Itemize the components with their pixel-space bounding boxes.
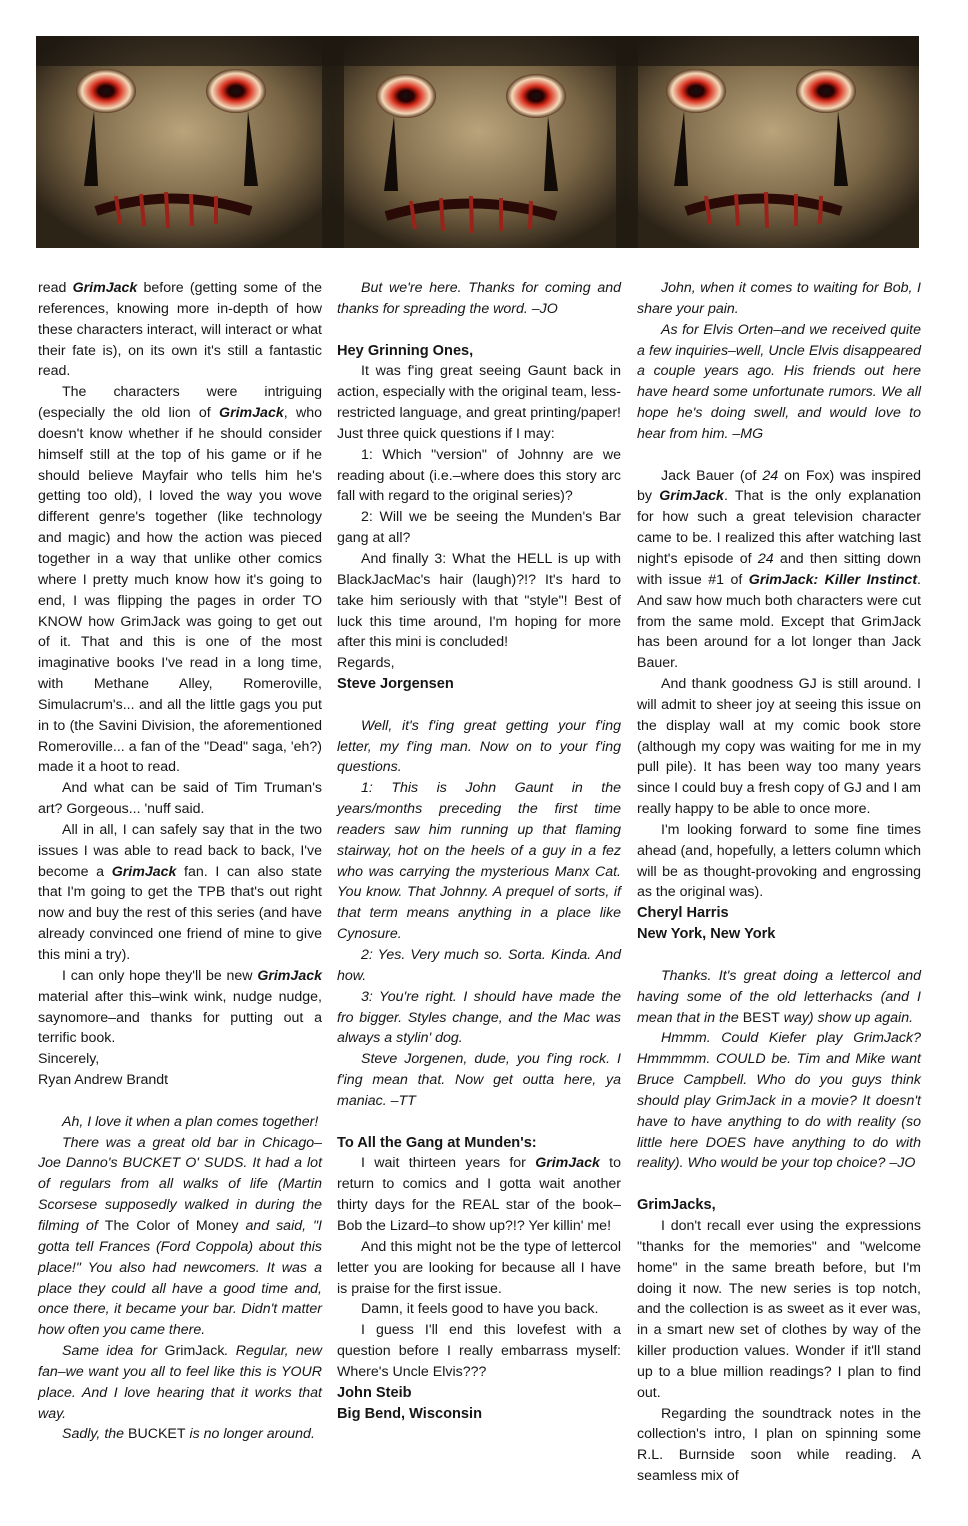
letter-4-paragraph: And thank goodness GJ is still around. I will admit to sheer joy at seeing this issue on the display wall at my comic book store (although my copy was waiting for me in my pull pile). It has been way too many years since I could buy a fresh copy of GJ and I am really happy to be able to once more. xyxy=(637,676,921,818)
editor-reply: Hmmm. Could Kiefer play GrimJack? Hmmmmm. COULD be. Tim and Mike want Bruce Campbell. Who do you guys think should play GrimJack in a movie? It doesn't have to have anything to do with reality (so little here DOES have anything to do with reality). Who would be your top choice? –JO xyxy=(637,1030,921,1172)
letter-signoff: Regards, xyxy=(337,655,395,672)
column-3 xyxy=(637,278,921,1487)
letter-2-paragraph: 2: Will we be seeing the Munden's Bar gang at all? xyxy=(337,509,621,547)
column-2 xyxy=(337,278,621,1424)
letter-signoff: Sincerely, xyxy=(38,1051,100,1068)
letter-1-paragraph: All in all, I can safely say that in the two issues I was able to read back to back, I've become a GrimJack fan. I can also state that I'm going to get the TPB that's out right now and buy the rest of this series (and have already convinced one friend of mine to give this mini a try). xyxy=(38,821,322,963)
letter-1-paragraph: read GrimJack before (getting some of the references, knowing more in-depth of how these characters interact, will interact or what their fate is), on its own it's still a fantastic read. xyxy=(38,280,322,380)
editor-reply: Sadly, the BUCKET is no longer around. xyxy=(62,1426,315,1443)
letter-author: Steve Jorgensen xyxy=(337,676,454,693)
editor-reply: Well, it's f'ing great getting your f'ing letter, my f'ing man. Now on to your f'ing questions. xyxy=(337,717,621,776)
letter-3-paragraph: I wait thirteen years for GrimJack to return to comics and I gotta wait another thirty days for the REAL star of the book–Bob the Lizard–to show up?!? Yer killin' me! xyxy=(337,1155,621,1234)
letter-heading: Hey Grinning Ones, xyxy=(337,342,474,359)
letter-author: John Steib xyxy=(337,1384,412,1401)
editor-reply: 1: This is John Gaunt in the years/months preceding the first time readers saw him running up that flaming stairway, hot on the heels of a guy in a fez who was carrying the mysterious Manx Cat. You know. That Johnny. A prequel of sorts, if that term means anything in a place like Cynosure. xyxy=(337,780,621,943)
letter-author: Ryan Andrew Brandt xyxy=(38,1072,169,1089)
three-stitched-faces-illustration xyxy=(36,36,919,248)
editor-reply: As for Elvis Orten–and we received quite a few inquiries–well, Uncle Elvis disappeared a couple years ago. His friends out here have heard some unfortunate rumors. We all hope he's doing swell, and would love to hear from him. –MG xyxy=(637,321,921,442)
letter-2-paragraph: And finally 3: What the HELL is up with BlackJacMac's hair (laugh)?!? It's hard to take him seriously with that "style"! Best of luck this time around, I'm hoping for more after this mini is concluded! xyxy=(337,550,621,651)
letter-2-paragraph: It was f'ing great seeing Gaunt back in action, especially with the original team, less-restricted language, and great printing/paper! Just three quick questions if I may: xyxy=(337,363,621,442)
letter-2-paragraph: 1: Which "version" of Johnny are we reading about (i.e.–where does this story arc fall with regard to the original series)? xyxy=(337,446,621,505)
editor-reply: 2: Yes. Very much so. Sorta. Kinda. And how. xyxy=(337,947,621,984)
letter-3-paragraph: I guess I'll end this lovefest with a question before I really embarrass myself: Where's Uncle Elvis??? xyxy=(337,1322,621,1380)
banner-illustration xyxy=(36,36,919,248)
column-1 xyxy=(38,278,322,1445)
editor-reply: John, when it comes to waiting for Bob, I share your pain. xyxy=(637,280,921,317)
letter-heading: GrimJacks, xyxy=(637,1197,716,1214)
letter-heading: To All the Gang at Munden's: xyxy=(337,1134,537,1151)
editor-reply: Ah, I love it when a plan comes together! xyxy=(62,1113,319,1130)
letter-1-paragraph: I can only hope they'll be new GrimJack material after this–wink wink, nudge nudge, saynomore–and thanks for putting out a terrific book. xyxy=(38,967,322,1047)
letter-author-location: New York, New York xyxy=(637,926,776,943)
letter-5-paragraph: I don't recall ever using the expressions "thanks for the memories" and "welcome home" in the same breath before, but I'm doing it now. The new series is top notch, and the collection is as sweet as it ever was, in a smart new set of clothes by way of the killer production values. Wonder if it'll stand up to a blue million readings? I plan to find out. xyxy=(637,1217,921,1401)
letter-1-paragraph: And what can be said of Tim Truman's art? Gorgeous... 'nuff said. xyxy=(38,780,322,818)
letter-author-location: Big Bend, Wisconsin xyxy=(337,1405,483,1422)
editor-reply: There was a great old bar in Chicago–Joe Danno's BUCKET O' SUDS. It had a lot of regulars from all walks of life (Martin Scorsese supposedly walked in during the filming of The Color of Money and said, "I gotta tell Frances (Ford Coppola) about this place!" You also had newcomers. It was a place they could all have a good time and, once there, it became your bar. Didn't matter how often you came there. xyxy=(38,1134,323,1339)
letter-1-paragraph: The characters were intriguing (especially the old lion of GrimJack, who doesn't know whether if he should consider himself still at the top of his game or if he should believe Mayfair who tells him he's getting too old), I loved the way you wove different genre's together (like technology and magic) and how the action was pieced together in a way that unlike other comics where I pretty much know how it's going to end, I was flipping the pages in order TO KNOW how GrimJack was going to get out of it. That and this is one of the most imaginative books I've read in a long time, with Methane Alley, Romeroville, Simulacrum's... and all the little gags you put in to (the Savini Division, the aforementioned Romeroville... a fan of the "Dead" saga, 'eh?) made it a hoot to read. xyxy=(38,384,322,776)
letter-author: Cheryl Harris xyxy=(637,905,729,922)
editor-reply: Steve Jorgenen, dude, you f'ing rock. I f'ing mean that. Now get outta here, ya maniac. –TT xyxy=(337,1051,621,1109)
editor-reply: 3: You're right. I should have made the fro bigger. Styles change, and the Mac was always a stylin' dog. xyxy=(337,988,621,1047)
letter-3-paragraph: And this might not be the type of lettercol letter you are looking for because all I have is praise for the first issue. xyxy=(337,1238,621,1297)
editor-reply: Thanks. It's great doing a lettercol and having some of the old letterhacks (and I mean that in the BEST way) show up again. xyxy=(637,967,921,1026)
editor-reply: But we're here. Thanks for coming and thanks for spreading the word. –JO xyxy=(337,280,621,317)
letter-4-paragraph: I'm looking forward to some fine times ahead (and, hopefully, a letters column which will be as thought-provoking and engrossing as the original was). xyxy=(637,821,921,901)
letter-5-paragraph: Regarding the soundtrack notes in the collection's intro, I plan on spinning some R.L. Burnside soon while reading. A seamless mix of xyxy=(637,1405,921,1485)
letter-4-paragraph: Jack Bauer (of 24 on Fox) was inspired by GrimJack. That is the only explanation for how such a great television character came to be. I realized this after watching last night's episode of 24 and then sitting down with issue #1 of GrimJack: Killer Instinct. And saw how much both characters were cut from the same mold. Except that GrimJack has been around for a lot longer than Jack Bauer. xyxy=(637,467,921,672)
letter-3-paragraph: Damn, it feels good to have you back. xyxy=(361,1301,599,1318)
editor-reply: Same idea for GrimJack. Regular, new fan–we want you all to feel like this is YOUR place. And I love hearing that it works that way. xyxy=(38,1343,322,1422)
